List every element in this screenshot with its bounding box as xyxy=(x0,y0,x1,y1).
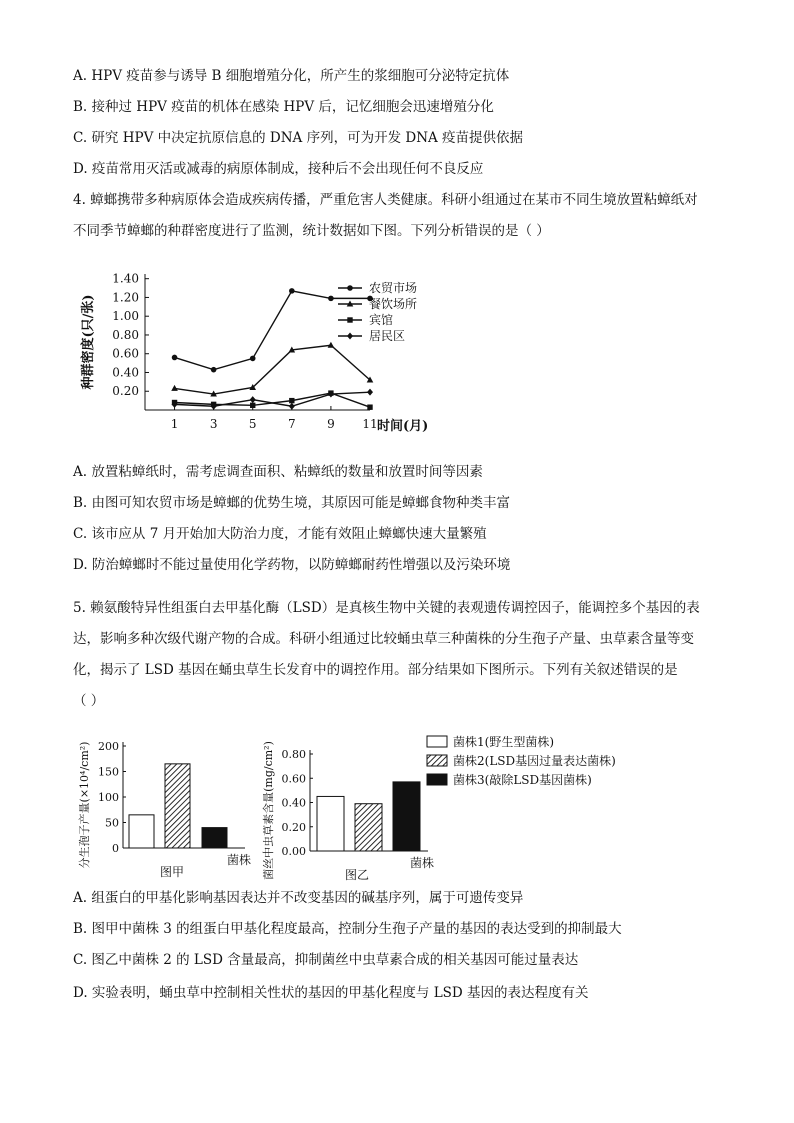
bar-2 xyxy=(355,804,382,851)
conidia-yield-bar-chart xyxy=(75,718,255,878)
figure-caption: 图甲 xyxy=(159,865,185,879)
q3-option-c: C. 研究 HPV 中决定抗原信息的 DNA 序列，可为开发 DNA 疫苗提供依据 xyxy=(73,130,524,146)
y-axis-label: 菌丝中虫草素含量(mg/cm²) xyxy=(262,741,275,880)
legend-marker xyxy=(347,333,353,340)
q5-option-b: B. 图甲中菌株 3 的组蛋白甲基化程度最高，控制分生孢子产量的基因的表达受到的抑制最大 xyxy=(73,921,622,937)
legend-swatch-2 xyxy=(427,755,447,766)
y-tick-label: 0.20 xyxy=(281,820,306,834)
data-point xyxy=(172,355,178,361)
q3-option-d: D. 疫苗常用灭活或减毒的病原体制成，接种后不会出现任何不良反应 xyxy=(73,161,484,177)
y-tick-label: 0.80 xyxy=(112,327,139,342)
q4-option-a: A. 放置粘蟑纸时，需考虑调查面积、粘蟑纸的数量和放置时间等因素 xyxy=(73,464,483,480)
y-tick-label: 1.40 xyxy=(112,271,139,286)
bar-3 xyxy=(393,782,420,851)
legend-swatch-1 xyxy=(427,736,447,747)
q3-option-b: B. 接种过 HPV 疫苗的机体在感染 HPV 后，记忆细胞会迅速增殖分化 xyxy=(73,99,494,115)
x-tick-label: 11 xyxy=(362,417,378,431)
y-tick-label: 1.20 xyxy=(112,290,139,305)
x-tick-label: 5 xyxy=(248,417,257,431)
y-tick-label: 0.80 xyxy=(281,748,306,761)
x-tick-label: 1 xyxy=(170,417,179,431)
x-tick-label: 3 xyxy=(209,417,218,431)
q5-stem-line-3: 化，揭示了 LSD 基因在蛹虫草生长发育中的调控作用。部分结果如下图所示。下列有关叙述错误的是 xyxy=(73,662,678,678)
x-tick-label: 9 xyxy=(327,417,335,431)
population-density-line-chart xyxy=(70,262,450,442)
x-axis-label: 时间(月) xyxy=(377,419,429,434)
strain-legend xyxy=(425,732,645,792)
series-line-1 xyxy=(175,291,370,370)
y-tick-label: 150 xyxy=(98,765,119,779)
legend-label-2: 菌株2(LSD基因过量表达菌株) xyxy=(453,754,616,768)
legend-label: 农贸市场 xyxy=(369,281,418,295)
legend-label: 宾馆 xyxy=(369,313,394,327)
y-tick-label: 0.00 xyxy=(281,845,306,858)
legend-label-3: 菌株3(敲除LSD基因菌株) xyxy=(453,773,592,787)
y-tick-label: 100 xyxy=(98,791,119,804)
figure-caption: 图乙 xyxy=(344,868,370,882)
legend-marker xyxy=(347,317,352,322)
q4-stem-line-1: 4. 蟑螂携带多种病原体会造成疾病传播，严重危害人类健康。科研小组通过在某市不同生境放置粘蟑纸对 xyxy=(73,192,698,208)
data-point xyxy=(211,367,217,373)
bar-1 xyxy=(129,815,154,848)
y-tick-label: 0.60 xyxy=(112,346,139,361)
data-point xyxy=(328,342,335,348)
q5-stem-line-1: 5. 赖氨酸特异性组蛋白去甲基化酶（LSD）是真核生物中关键的表观遗传调控因子，能调控多个基因的表 xyxy=(73,600,700,616)
data-point xyxy=(171,385,178,391)
y-tick-label: 0 xyxy=(112,842,119,855)
bar-3 xyxy=(202,828,227,848)
legend-label: 餐饮场所 xyxy=(369,297,418,311)
y-tick-label: 0.60 xyxy=(281,772,306,786)
q4-option-d: D. 防治蟑螂时不能过量使用化学药物，以防蟑螂耐药性增强以及污染环境 xyxy=(73,557,511,573)
y-tick-label: 0.20 xyxy=(112,384,139,399)
q4-option-c: C. 该市应从 7 月开始加大防治力度，才能有效阻止蟑螂快速大量繁殖 xyxy=(73,526,487,542)
y-tick-label: 0.40 xyxy=(281,796,306,810)
y-axis-label: 分生孢子产量(×10⁴/cm²) xyxy=(78,741,91,869)
q5-option-c: C. 图乙中菌株 2 的 LSD 含量最高，抑制菌丝中虫草素合成的相关基因可能过量表达 xyxy=(73,952,579,968)
y-tick-label: 200 xyxy=(98,740,119,753)
data-point xyxy=(250,396,256,403)
data-point xyxy=(250,356,256,362)
bar-1 xyxy=(317,796,344,851)
data-point xyxy=(289,288,295,294)
series-line-2 xyxy=(175,345,370,394)
y-tick-label: 50 xyxy=(105,816,119,830)
q4-option-b: B. 由图可知农贸市场是蟑螂的优势生境，其原因可能是蟑螂食物种类丰富 xyxy=(73,495,511,511)
y-tick-label: 0.40 xyxy=(112,365,139,380)
cordycepin-content-bar-chart xyxy=(260,718,450,882)
q3-option-a: A. HPV 疫苗参与诱导 B 细胞增殖分化，所产生的浆细胞可分泌特定抗体 xyxy=(73,68,510,84)
y-tick-label: 1.00 xyxy=(112,309,139,324)
q4-stem-line-2: 不同季节蟑螂的种群密度进行了监测，统计数据如下图。下列分析错误的是（ ） xyxy=(73,223,550,239)
q5-option-d: D. 实验表明，蛹虫草中控制相关性状的基因的甲基化程度与 LSD 基因的表达程度有关 xyxy=(73,985,589,1001)
q5-stem-line-2: 达，影响多种次级代谢产物的合成。科研小组通过比较蛹虫草三种菌株的分生孢子产量、虫草素含量等变 xyxy=(73,631,694,647)
legend-label-1: 菌株1(野生型菌株) xyxy=(453,735,554,749)
q5-stem-line-4: （ ） xyxy=(73,693,105,709)
data-point xyxy=(328,296,334,302)
legend-marker xyxy=(347,285,353,291)
data-point xyxy=(367,404,372,409)
q5-option-a: A. 组蛋白的甲基化影响基因表达并不改变基因的碱基序列，属于可遗传变异 xyxy=(73,890,524,906)
data-point xyxy=(367,389,373,396)
x-tick-label: 7 xyxy=(287,417,296,431)
legend-label: 居民区 xyxy=(369,329,406,343)
data-point xyxy=(289,398,294,403)
x-axis-label: 菌株 xyxy=(409,856,435,870)
data-point xyxy=(250,403,255,408)
x-axis-label: 菌株 xyxy=(226,853,252,867)
legend-swatch-3 xyxy=(427,774,447,785)
series-line-3 xyxy=(175,393,370,407)
y-axis-label: 种群密度(只/张) xyxy=(81,294,96,390)
bar-2 xyxy=(165,764,190,848)
data-point xyxy=(289,403,295,410)
